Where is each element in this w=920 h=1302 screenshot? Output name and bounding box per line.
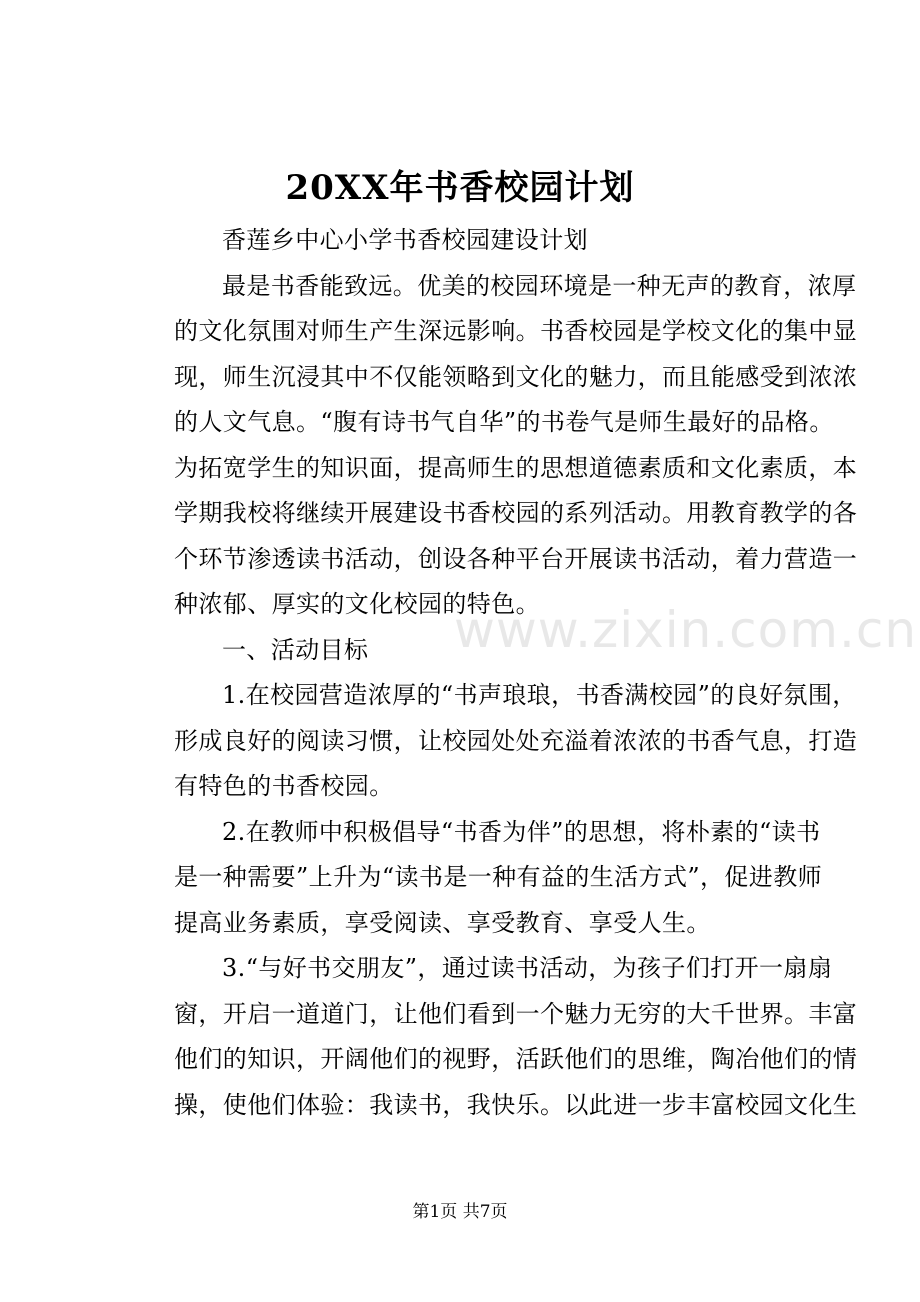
text-line: 种浓郁、厚实的文化校园的特色。 <box>174 590 540 618</box>
paragraph <box>126 218 820 264</box>
text-line: 1.在校园营造浓厚的“书声琅琅，书香满校园”的良好氛围， <box>222 681 857 709</box>
paragraph <box>126 946 858 1128</box>
text-line: 现，师生沉浸其中不仅能领略到文化的魅力，而且能感受到浓浓 <box>174 362 858 391</box>
paragraph <box>126 264 858 628</box>
text-line: 操，使他们体验：我读书，我快乐。以此进一步丰富校园文化生 <box>174 1090 858 1119</box>
text-line: 2.在教师中积极倡导“书香为伴”的思想，将朴素的“读书 <box>222 817 821 846</box>
text-line: 提高业务素质，享受阅读、享受教育、享受人生。 <box>174 908 711 937</box>
paragraph <box>126 673 858 810</box>
text-line: 窗，开启一道道门，让他们看到一个魅力无穷的大千世界。丰富 <box>174 999 858 1028</box>
page-footer: 第1页 共7页 <box>412 1202 508 1222</box>
text-line: 香莲乡中心小学书香校园建设计划 <box>222 226 588 254</box>
text-line: 个环节渗透读书活动，创设各种平台开展读书活动，着力营造一 <box>174 544 858 573</box>
text-line: 最是书香能致远。优美的校园环境是一种无声的教育，浓厚 <box>222 271 857 300</box>
text-line: 的人文气息。“腹有诗书气自华”的书卷气是师生最好的品格。 <box>174 408 834 436</box>
document-title: 20XX年书香校园计划 <box>285 168 635 208</box>
text-line: 形成良好的阅读习惯，让校园处处充溢着浓浓的书香气息，打造 <box>174 726 858 755</box>
text-line: 的文化氛围对师生产生深远影响。书香校园是学校文化的集中显 <box>174 317 858 345</box>
paragraph <box>126 810 823 947</box>
text-line: 为拓宽学生的知识面，提高师生的思想道德素质和文化素质，本 <box>174 453 858 482</box>
watermark: www.zixin.com.cn <box>454 601 918 659</box>
document-body <box>126 218 858 1128</box>
text-line: 一、活动目标 <box>222 635 369 664</box>
text-line: 他们的知识，开阔他们的视野，活跃他们的思维，陶冶他们的情 <box>174 1045 858 1073</box>
text-line: 学期我校将继续开展建设书香校园的系列活动。用教育教学的各 <box>174 499 858 527</box>
section-heading <box>126 628 820 674</box>
text-line: 有特色的书香校园。 <box>174 772 394 800</box>
text-line: 3.“与好书交朋友”，通过读书活动，为孩子们打开一扇扇 <box>222 954 833 982</box>
text-line: 是一种需要”上升为“读书是一种有益的生活方式”，促进教师 <box>174 863 823 891</box>
